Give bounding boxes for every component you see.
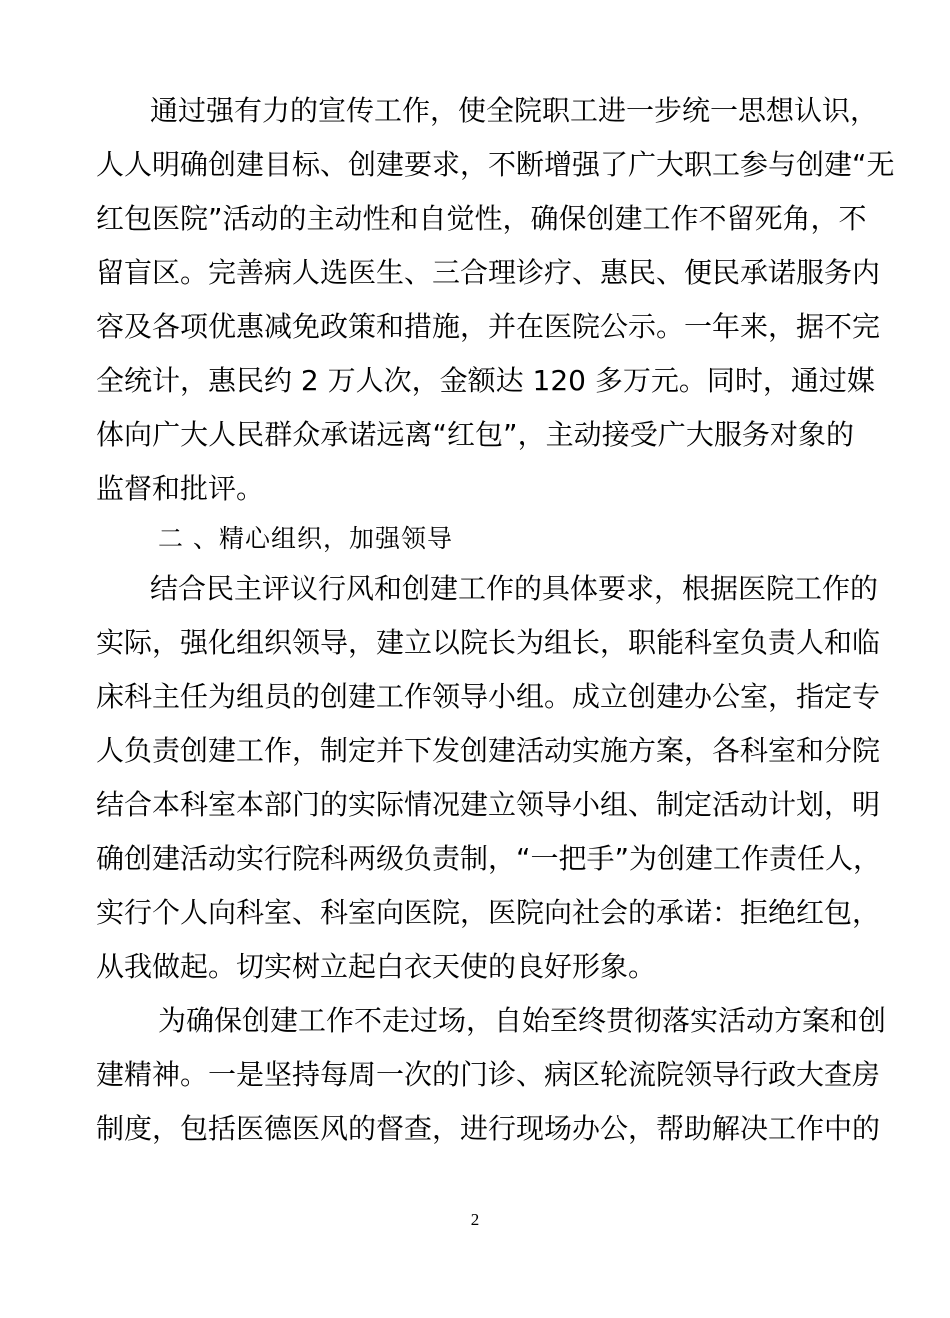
paragraph-3-line-3: 制度，包括医德医风的督查，进行现场办公，帮助解决工作中的 bbox=[96, 1112, 881, 1145]
paragraph-1-line-7: 体向广大人民群众承诺远离“红包”，主动接受广大服务对象的 bbox=[96, 418, 854, 451]
paragraph-2-line-8: 从我做起。切实树立起白衣天使的良好形象。 bbox=[96, 950, 657, 983]
paragraph-3-line-2: 建精神。一是坚持每周一次的门诊、病区轮流院领导行政大查房 bbox=[96, 1058, 881, 1091]
paragraph-1-line-6: 全统计，惠民约 2 万人次，金额达 120 多万元。同时，通过媒 bbox=[96, 364, 875, 397]
paragraph-1-line-3: 红包医院”活动的主动性和自觉性，确保创建工作不留死角，不 bbox=[96, 202, 867, 235]
page-number: 2 bbox=[470, 1210, 480, 1229]
paragraph-2-line-2: 实际，强化组织领导，建立以院长为组长，职能科室负责人和临 bbox=[96, 626, 881, 659]
paragraph-2-line-6: 确创建活动实行院科两级负责制，“一把手”为创建工作责任人， bbox=[96, 842, 882, 875]
section-heading: 二 、精心组织，加强领导 bbox=[158, 524, 453, 553]
paragraph-2-line-7: 实行个人向科室、科室向医院，医院向社会的承诺：拒绝红包， bbox=[96, 896, 881, 929]
paragraph-1-line-2: 人人明确创建目标、创建要求，不断增强了广大职工参与创建“无 bbox=[96, 148, 895, 181]
paragraph-2-line-4: 人负责创建工作，制定并下发创建活动实施方案，各科室和分院 bbox=[96, 734, 881, 767]
paragraph-1-line-1: 通过强有力的宣传工作，使全院职工进一步统一思想认识， bbox=[150, 94, 879, 127]
paragraph-3-line-1: 为确保创建工作不走过场，自始至终贯彻落实活动方案和创 bbox=[158, 1004, 887, 1037]
paragraph-2-line-3: 床科主任为组员的创建工作领导小组。成立创建办公室，指定专 bbox=[96, 680, 881, 713]
paragraph-1-line-4: 留盲区。完善病人选医生、三合理诊疗、惠民、便民承诺服务内 bbox=[96, 256, 881, 289]
paragraph-2-line-5: 结合本科室本部门的实际情况建立领导小组、制定活动计划，明 bbox=[96, 788, 881, 821]
paragraph-2-line-1: 结合民主评议行风和创建工作的具体要求，根据医院工作的 bbox=[150, 572, 879, 605]
paragraph-1-line-5: 容及各项优惠减免政策和措施，并在医院公示。一年来，据不完 bbox=[96, 310, 881, 343]
paragraph-1-line-8: 监督和批评。 bbox=[96, 472, 265, 505]
